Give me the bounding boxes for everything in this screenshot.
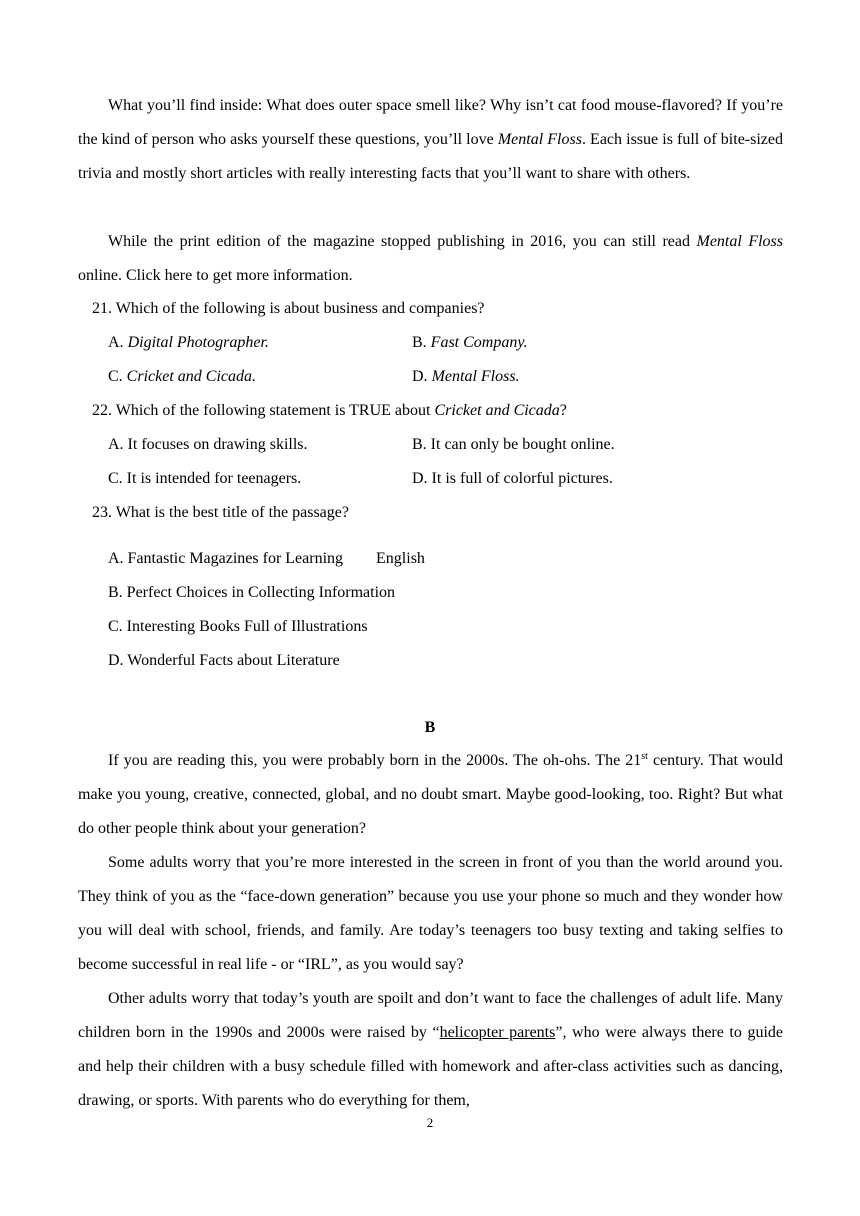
text-span: . Each issue is full of bite-sized trivia and mostly short articles with really interesting facts that you’ll want to share with others. xyxy=(78,131,783,182)
question-23-option-c: C. Interesting Books Full of Illustrations xyxy=(108,618,368,635)
text-span: If you are reading this, you were probably born in the 2000s. The oh-ohs. The 21 xyxy=(108,752,642,769)
section-heading: B xyxy=(424,719,436,736)
question-22-option-d: D. It is full of colorful pictures. xyxy=(412,470,613,487)
question-21-option-a xyxy=(108,333,269,353)
question-23-stem: 23. What is the best title of the passage? xyxy=(92,504,349,521)
question-23-option-b: B. Perfect Choices in Collecting Information xyxy=(108,584,396,601)
text-span: ”, who were always there to guide and help their children with a busy schedule filled with homework and after-class activities such as dancing, drawing, or sports. With parents who do everything for them, xyxy=(78,1024,784,1109)
text-span: A. Fantastic Magazines for Learning xyxy=(108,550,344,567)
underlined-phrase: helicopter parents xyxy=(439,1024,556,1041)
text-span: 22. Which of the following statement is TRUE about xyxy=(92,402,435,419)
text-span: English xyxy=(376,550,425,567)
text-span: online. Click here to get more information. xyxy=(78,267,353,284)
option-text: Cricket and Cicada. xyxy=(126,368,256,385)
question-23-option-a xyxy=(108,549,425,569)
option-letter: D. xyxy=(412,368,432,385)
question-22-stem xyxy=(92,401,567,421)
passage-a-paragraph-2 xyxy=(78,225,783,293)
text-span: ? xyxy=(559,402,567,419)
option-text: Mental Floss. xyxy=(431,368,520,385)
question-23-option-d: D. Wonderful Facts about Literature xyxy=(108,652,340,669)
question-22-option-a: A. It focuses on drawing skills. xyxy=(108,436,308,453)
magazine-title: Cricket and Cicada xyxy=(434,402,560,419)
passage-b-paragraph-2: Some adults worry that you’re more interested in the screen in front of you than the world around you. They think of you as the “face-down generation” because you use your phone so much and they wonder how you will deal with school, friends, and family. Are today’s teenagers too busy texting and taking selfies to become successful in real life - or “IRL”, as you would say? xyxy=(78,854,783,973)
superscript: st xyxy=(641,751,648,762)
passage-a-paragraph-1 xyxy=(78,89,783,191)
question-21-option-c xyxy=(108,367,256,387)
text-span: What you’ll find inside: What does outer space smell like? Why isn’t cat food mouse-flavored? If you’re the kind of person who asks yourself these questions, you’ll love xyxy=(78,97,783,148)
question-21-stem: 21. Which of the following is about business and companies? xyxy=(92,300,485,317)
passage-b-paragraph-3 xyxy=(78,982,783,1118)
page-number: 2 xyxy=(426,1115,434,1130)
option-text: Fast Company. xyxy=(430,334,528,351)
option-letter: A. xyxy=(108,334,128,351)
passage-b-paragraph-1 xyxy=(78,744,783,846)
text-span: century. That would make you young, creative, connected, global, and no doubt smart. Maybe good-looking, too. Right? But what do other people think about your generation? xyxy=(78,752,783,837)
magazine-title: Mental Floss xyxy=(497,131,582,148)
option-letter: B. xyxy=(412,334,431,351)
text-span: Other adults worry that today’s youth are spoilt and don’t want to face the challenges of adult life. Many children born in the 1990s and 2000s were raised by “ xyxy=(78,990,783,1041)
question-22-option-b: B. It can only be bought online. xyxy=(412,436,615,453)
text-span: While the print edition of the magazine stopped publishing in 2016, you can still read xyxy=(108,233,697,250)
question-21-option-d xyxy=(412,367,520,387)
question-22-option-c: C. It is intended for teenagers. xyxy=(108,470,302,487)
question-21-option-b xyxy=(412,333,528,353)
magazine-title: Mental Floss xyxy=(696,233,783,250)
option-letter: C. xyxy=(108,368,127,385)
option-text: Digital Photographer. xyxy=(127,334,269,351)
